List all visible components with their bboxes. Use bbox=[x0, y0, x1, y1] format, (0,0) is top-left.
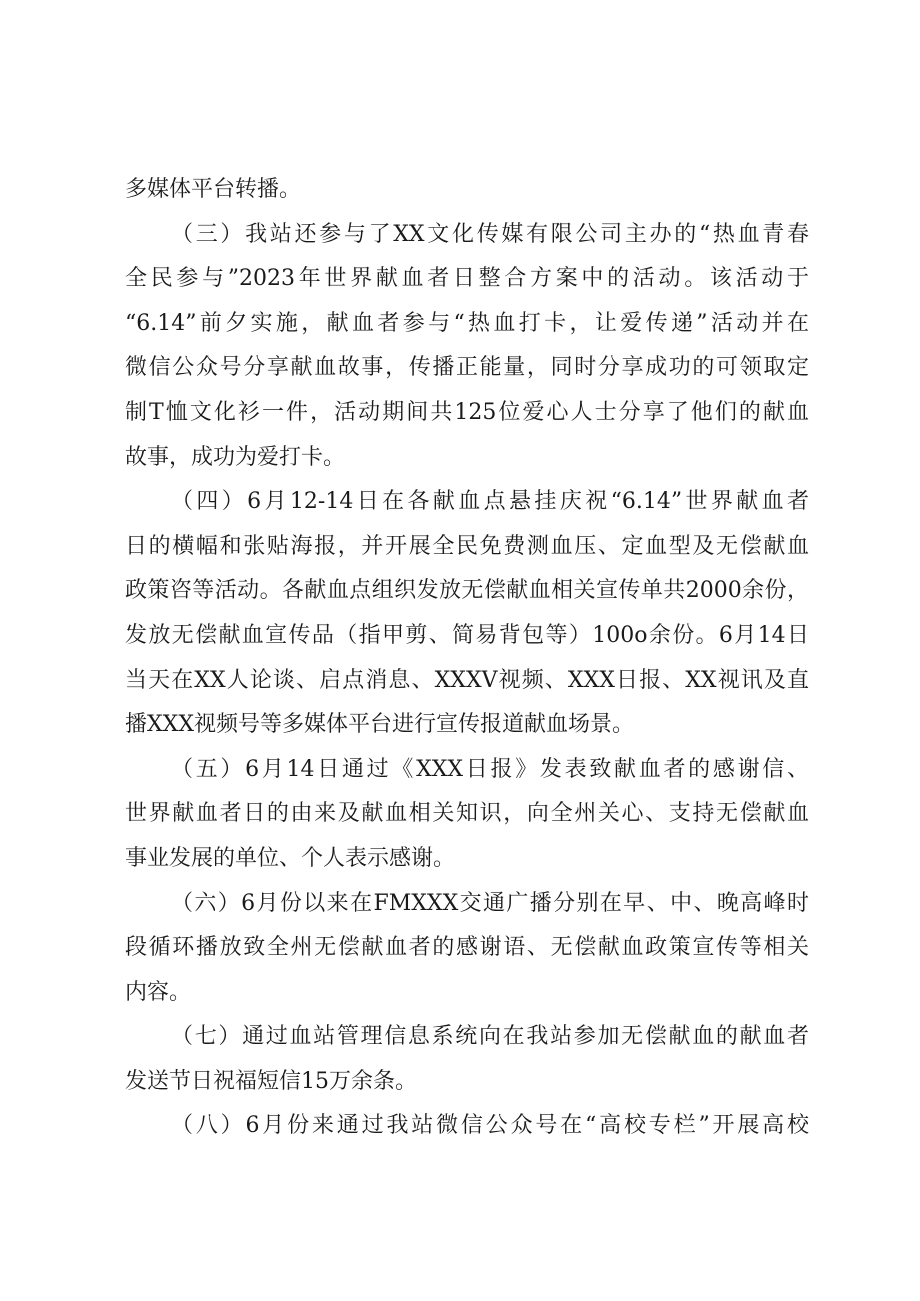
text-line: （四）6月12-14日在各献血点悬挂庆祝“6.14”世界献血者 bbox=[171, 489, 809, 515]
text-line: 事业发展的单位、个人表示感谢。 bbox=[125, 845, 456, 871]
text-line: 世界献血者日的由来及献血相关知识，向全州关心、支持无偿献血 bbox=[125, 801, 809, 827]
text-line: 政策咨等活动。各献血点组织发放无偿献血相关宣传单共2000余份， bbox=[125, 578, 809, 604]
text-line: （七）通过血站管理信息系统向在我站参加无偿献血的献血者 bbox=[171, 1024, 809, 1050]
text-line: 制T恤文化衫一件，活动期间共125位爱心人士分享了他们的献血 bbox=[125, 399, 809, 425]
text-line: （三）我站还参与了XX文化传媒有限公司主办的“热血青春 bbox=[171, 221, 809, 247]
text-line: （五）6月14日通过《XXX日报》发表致献血者的感谢信、 bbox=[171, 756, 809, 782]
text-line: 段循环播放致全州无偿献血者的感谢语、无偿献血政策宣传等相关 bbox=[125, 935, 809, 961]
text-line: 日的横幅和张贴海报，并开展全民免费测血压、定血型及无偿献血 bbox=[125, 533, 809, 559]
text-line: （八）6月份来通过我站微信公众号在“高校专栏”开展高校 bbox=[171, 1113, 809, 1139]
text-line: 播XXX视频号等多媒体平台进行宣传报道献血场景。 bbox=[125, 712, 634, 738]
text-line: “6.14”前夕实施，献血者参与“热血打卡，让爱传递”活动并在 bbox=[125, 310, 809, 336]
text-line: 内容。 bbox=[125, 979, 192, 1005]
text-line: 多媒体平台转播。 bbox=[125, 177, 302, 202]
text-line: 故事，成功为爱打卡。 bbox=[125, 444, 346, 470]
text-line: （六）6月份以来在FMXXX交通广播分别在早、中、晚高峰时 bbox=[171, 890, 809, 916]
text-line: 全民参与”2023年世界献血者日整合方案中的活动。该活动于 bbox=[125, 266, 809, 292]
text-line: 发送节日祝福短信15万余条。 bbox=[125, 1068, 417, 1094]
text-line: 当天在XX人论谈、启点消息、XXXV视频、XXX日报、XX视讯及直 bbox=[125, 667, 809, 693]
text-line: 发放无偿献血宣传品（指甲剪、简易背包等）100o余份。6月14日 bbox=[125, 622, 809, 648]
body-text bbox=[125, 168, 809, 1149]
text-line: 微信公众号分享献血故事，传播正能量，同时分享成功的可领取定 bbox=[125, 355, 809, 381]
